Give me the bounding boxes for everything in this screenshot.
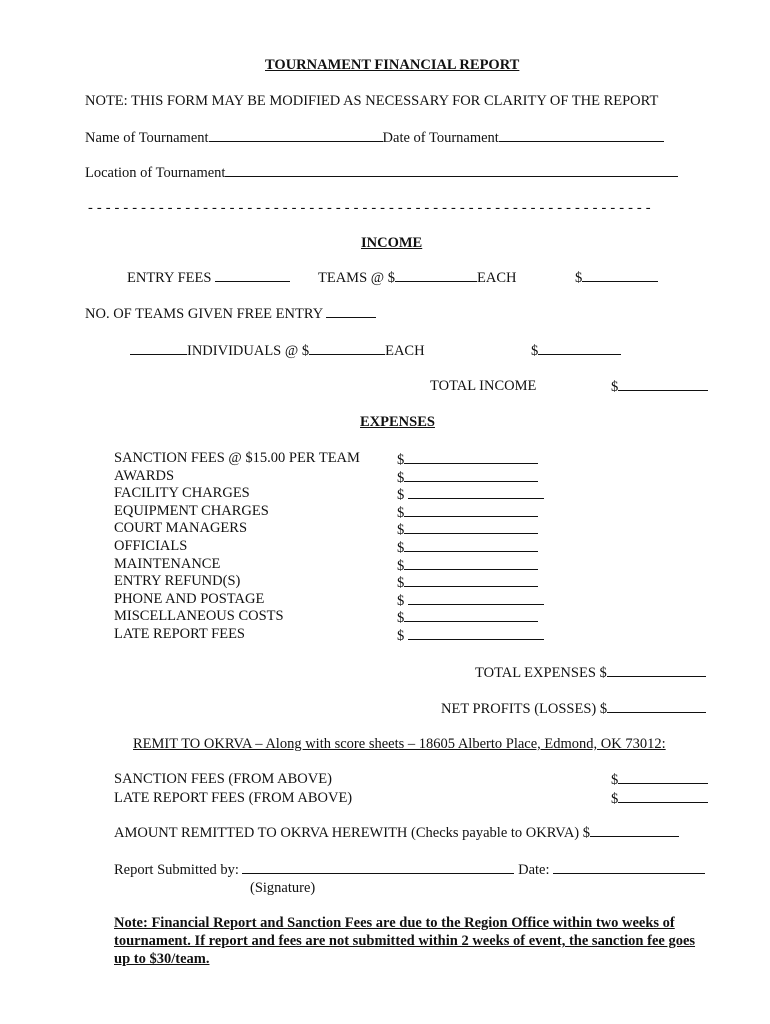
total-expenses-label: TOTAL EXPENSES $ [475,665,607,681]
dollar-sign: $ [397,504,405,521]
individuals-count-field[interactable] [130,341,187,355]
individuals-row [130,341,425,360]
dollar-sign: $ [397,452,405,468]
dollar-sign: $ [397,610,405,627]
expense-amount-field[interactable] [408,485,544,499]
total-expenses-field[interactable] [607,663,706,677]
entry-fees-label: ENTRY FEES [127,270,212,286]
dollar-sign: $ [397,487,405,504]
expense-item-facility-charges: FACILITY CHARGES [114,485,250,502]
free-entry-field[interactable] [326,304,376,318]
net-profits-row [441,699,706,718]
tournament-location-field[interactable] [225,163,678,177]
total-income-label: TOTAL INCOME [430,378,537,394]
dollar-sign: $ [531,343,539,359]
expense-item-officials: OFFICIALS [114,537,188,554]
dollar-sign: $ [397,522,405,539]
teams-rate-field[interactable] [395,268,477,282]
entry-fees-row [127,268,290,287]
individuals-rate-field[interactable] [309,341,385,355]
dollar-sign: $ [397,557,405,574]
individuals-total-field[interactable] [538,341,621,355]
teams-each-label: EACH [477,270,517,286]
total-income-field[interactable] [618,377,708,391]
free-entry-row [85,304,376,323]
expense-amount-field[interactable] [404,608,538,622]
expense-amount-row [397,608,544,626]
expense-amount-field[interactable] [404,556,538,570]
entry-fees-field[interactable] [215,268,290,282]
remit-sanction-field[interactable] [618,770,708,784]
amount-remitted-row [114,823,679,842]
dollar-sign: $ [611,791,619,807]
expense-amount-field[interactable] [404,468,538,482]
remit-sanction-row [611,770,708,789]
expense-amount-field[interactable] [404,538,538,552]
signature-field[interactable] [242,860,514,874]
expense-item-miscellaneous: MISCELLANEOUS COSTS [114,608,284,625]
expense-item-maintenance: MAINTENANCE [114,555,221,572]
tournament-name-row [85,128,664,147]
expense-amount-field[interactable] [404,503,538,517]
expense-amount-row [397,468,544,486]
submitted-by-label: Report Submitted by: [114,862,243,878]
entry-total-field[interactable] [582,268,658,282]
remit-late-row [611,789,708,808]
amount-remitted-label: AMOUNT REMITTED TO OKRVA HEREWITH (Checks payable to OKRVA) $ [114,825,591,841]
expense-amount-field[interactable] [408,591,544,605]
expense-amount-row [397,626,544,644]
total-expenses-row [475,663,706,682]
submitted-by-row [114,860,705,879]
dollar-sign: $ [397,539,405,556]
tournament-location-row [85,163,678,182]
dashed-divider: - - - - - - - - - - - - - - - - - - - - - - - - - - - - - - - - - - - - - - - - - - - - - - - - - - - - - - - - - - - - - - - - [88,200,651,216]
dollar-sign: $ [611,772,619,788]
amount-remitted-field[interactable] [590,823,679,837]
expense-amount-row [397,538,544,556]
expense-amount-row [397,485,544,503]
remit-to-line: REMIT TO OKRVA – Along with score sheets – 18605 Alberto Place, Edmond, OK 73012: [133,736,666,752]
expense-amount-row [397,591,544,609]
total-income-row [611,377,708,396]
dollar-sign: $ [397,575,405,592]
remit-late-label: LATE REPORT FEES (FROM ABOVE) [114,790,353,806]
tournament-name-label: Name of Tournament [85,130,209,146]
expense-amount-row [397,503,544,521]
teams-rate-row [318,268,516,287]
tournament-location-label: Location of Tournament [85,165,226,181]
free-entry-label: NO. OF TEAMS GIVEN FREE ENTRY [85,306,323,322]
final-note: Note: Financial Report and Sanction Fees are due to the Region Office within two weeks of tournament. If report and fees are not submitted within 2 weeks of event, the sanction fee goes up to $30/team. [114,915,696,967]
remit-late-field[interactable] [618,789,708,803]
expense-item-awards: AWARDS [114,467,175,484]
expense-item-equipment-charges: EQUIPMENT CHARGES [114,502,269,519]
dollar-sign: $ [397,469,405,486]
page-title: TOURNAMENT FINANCIAL REPORT [265,57,520,73]
individuals-at-label: INDIVIDUALS @ $ [187,343,310,359]
entry-total-row [575,268,658,287]
income-heading: INCOME [361,235,423,251]
teams-at-label: TEAMS @ $ [318,270,395,286]
expense-amount-field[interactable] [404,450,538,464]
dollar-sign: $ [611,379,619,395]
expense-items [114,450,360,644]
expense-amount-field[interactable] [404,520,538,534]
net-profits-label: NET PROFITS (LOSSES) $ [441,701,608,717]
dollar-sign: $ [575,270,583,286]
expense-amount-row [397,520,544,538]
expense-amount-field[interactable] [408,626,544,640]
expense-amount-field[interactable] [404,573,538,587]
individuals-each-label: EACH [385,343,425,359]
submit-date-label: Date: [514,862,554,878]
expenses-heading: EXPENSES [360,414,435,430]
tournament-name-field[interactable] [209,128,383,142]
tournament-date-field[interactable] [499,128,664,142]
dollar-sign: $ [397,627,405,644]
tournament-date-label: Date of Tournament [382,130,499,146]
individuals-total-row [531,341,621,360]
expense-amount-row [397,573,544,591]
net-profits-field[interactable] [607,699,706,713]
expense-item-late-report-fees: LATE REPORT FEES [114,625,245,642]
expense-item-entry-refunds: ENTRY REFUND(S) [114,573,241,590]
dollar-sign: $ [397,592,405,609]
expense-item-phone-postage: PHONE AND POSTAGE [114,590,265,607]
expense-item-court-managers: COURT MANAGERS [114,520,248,537]
expense-amounts [397,450,544,644]
expense-amount-row [397,556,544,574]
modify-note: NOTE: THIS FORM MAY BE MODIFIED AS NECESSARY FOR CLARITY OF THE REPORT [85,93,659,109]
remit-sanction-label: SANCTION FEES (FROM ABOVE) [114,771,332,787]
submit-date-field[interactable] [553,860,705,874]
expense-item-sanction-fees: SANCTION FEES @ $15.00 PER TEAM [114,450,360,466]
signature-caption: (Signature) [250,880,316,896]
expense-amount-row [397,450,544,468]
